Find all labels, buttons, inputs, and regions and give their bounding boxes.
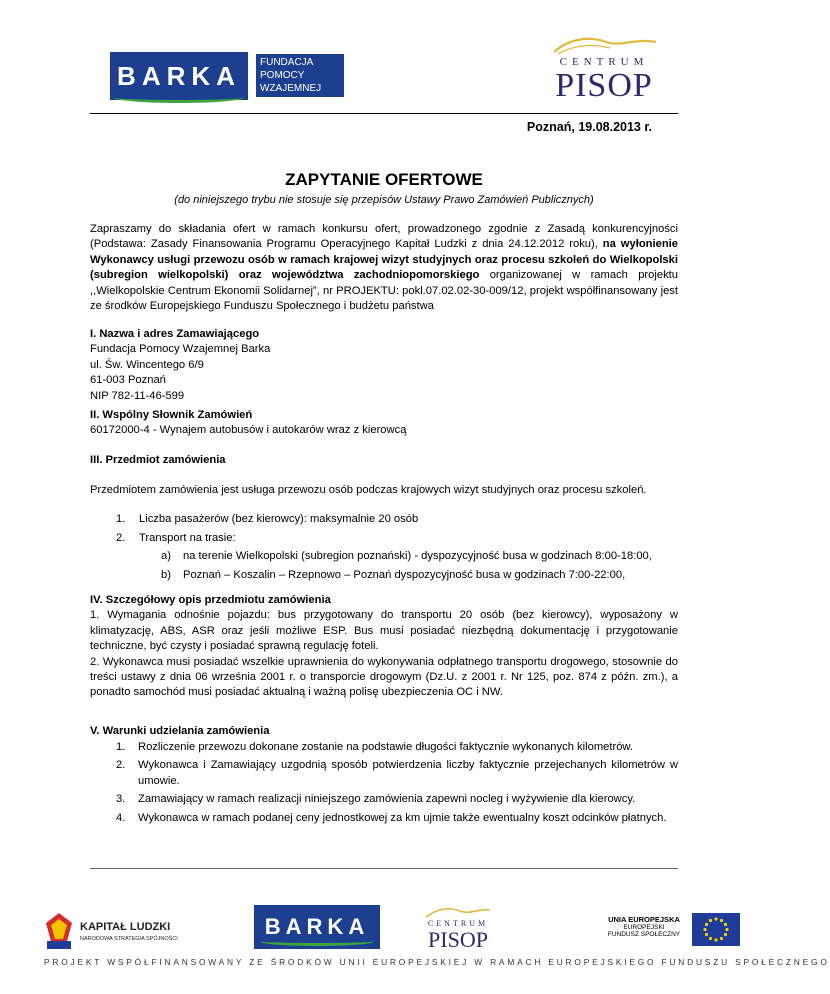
section-zamawiajacy	[90, 327, 678, 404]
opis-paragraph: 1. Wymagania odnośnie pojazdu: bus przygotowany do transportu 20 osób (bez kierowcy), wyposażony w klimatyzację, ABS, ASR oraz jeśli możliwe ESP. Bus musi posiadać niezbędną dokumentację i przygotowanie techniczne, być czysty i posiadać sprawną regulację foteli.	[90, 609, 678, 653]
barka-side-line: WZAJEMNEJ	[260, 83, 322, 94]
list-item	[116, 531, 676, 549]
section-heading: IV. Szczegółowy opis przedmiotu zamówienia	[90, 594, 331, 606]
list-item	[116, 512, 676, 531]
barka-side-line: POMOCY	[260, 70, 305, 81]
przedmiot-intro: Przedmiotem zamówienia jest usługa przewozu osób podczas krajowych wizyt studyjnych oraz procesu szkoleń.	[90, 484, 647, 496]
barka-logo-wordmark: BARKA	[110, 52, 248, 100]
section-heading: I. Nazwa i adres Zamawiającego	[90, 328, 260, 340]
header-divider	[90, 113, 678, 114]
eu-line3: FUNDUSZ SPOŁECZNY	[607, 931, 681, 938]
sub-list-item	[116, 549, 676, 568]
intro-bold-text: na wyłonienie Wykonawcy usługi przewozu osób w ramach krajowej wizyt studyjnych oraz procesu szkoleń do Wielkopolski (subregion wielkopolski) oraz województwa zachodniopomorskiego	[90, 238, 678, 282]
barka-side-line: FUNDACJA	[260, 57, 314, 68]
eu-text-logo	[600, 915, 688, 938]
list-item-text: Rozliczenie przewozu dokonane zostanie na podstawie długości faktycznie wykonanych kilometrów.	[138, 741, 634, 753]
warunki-list	[116, 740, 678, 826]
barka-logo-swoosh	[114, 92, 244, 103]
footer-pisop-name: PISOP	[428, 927, 488, 952]
list-item	[116, 740, 678, 755]
kapital-ludzki-title: KAPITAŁ LUDZKI	[80, 921, 171, 933]
list-item-text: Zamawiający w ramach realizacji niniejszego zamówienia zapewni nocleg i wyżywienie dla kierowcy.	[138, 793, 636, 806]
section-heading: III. Przedmiot zamówienia	[90, 454, 226, 466]
eu-line2: EUROPEJSKI	[623, 924, 665, 931]
list-item-number: 1.	[116, 513, 126, 525]
intro-paragraph	[90, 222, 678, 314]
cpv-line: 60172000-4 - Wynajem autobusów i autokarów wraz z kierowcą	[90, 424, 407, 437]
footer-logos	[40, 905, 740, 955]
kapital-ludzki-logo	[44, 911, 184, 951]
barka-logo-side-text	[256, 54, 344, 97]
footer-cofinancing-band: PROJEKT WSPÓŁFINANSOWANY ZE ŚRODKÓW UNII EUROPEJSKIEJ W RAMACH EUROPEJSKIEGO FUNDUSZU SPOŁECZNEGO	[44, 957, 830, 967]
list-item	[116, 758, 678, 789]
section-heading: II. Wspólny Słownik Zamówień	[90, 409, 253, 421]
list-item-number: 1.	[116, 741, 126, 753]
list-item-number: 2.	[116, 759, 126, 772]
intro-text: Zapraszamy do składania ofert w ramach konkursu ofert, prowadzonego zgodnie z Zasadą konkurencyjności (Podstawa: Zasady Finansowania Programu Operacyjnego Kapitał Ludzki z dnia 24.12.2012 roku),	[90, 223, 678, 251]
footer-pisop-top: CENTRUM	[427, 919, 489, 928]
przedmiot-list	[116, 512, 676, 586]
footer-barka-logo: BARKA	[254, 905, 380, 949]
section-warunki	[90, 724, 678, 739]
list-item-number: 2.	[116, 532, 126, 544]
sub-list-item-letter: a)	[161, 550, 171, 562]
address-line: 61-003 Poznań	[90, 374, 166, 387]
list-item	[116, 792, 678, 807]
list-item-number: 4.	[116, 811, 126, 824]
list-item-text: Wykonawca w ramach podanej ceny jednostkowej za km ujmie także ewentualny koszt odcinków płatnych.	[138, 811, 667, 824]
address-line: NIP 782-11-46-599	[90, 389, 185, 402]
list-item	[116, 811, 678, 826]
pisop-swoosh-icon	[550, 32, 660, 56]
pisop-logo-top: CENTRUM	[559, 56, 649, 68]
document-date: Poznań, 19.08.2013 r.	[526, 120, 652, 134]
eu-line1: UNIA EUROPEJSKA	[608, 915, 680, 924]
list-item-number: 3.	[116, 793, 126, 806]
page-subtitle: (do niniejszego trybu nie stosuje się przepisów Ustawy Prawo Zamówień Publicznych)	[174, 194, 594, 206]
list-item-text: Wykonawca i Zamawiający uzgodnią sposób potwierdzenia liczby faktycznie przejechanych kilometrów w umowie.	[138, 759, 678, 787]
footer-divider	[90, 868, 678, 869]
section-opis	[90, 593, 678, 701]
opis-paragraph: 2. Wykonawca musi posiadać wszelkie uprawnienia do wykonywania odpłatnego transportu drogowego, stosownie do treści ustawy z dnia 06 września 2001 r. o transporcie drogowym (Dz.U. z 2001 r. Nr 125, poz. 874 z późn. zm.), a ponadto samochód musi posiadać aktualną i ważną polisę ubezpieczenia OC i NW.	[90, 655, 678, 699]
barka-logo	[110, 46, 336, 111]
pisop-logo	[540, 32, 668, 110]
address-line: ul. Św. Wincentego 6/9	[90, 358, 204, 371]
list-item-text: Liczba pasażerów (bez kierowcy): maksymalnie 20 osób	[139, 513, 419, 525]
pisop-logo-name: PISOP	[555, 67, 653, 104]
kapital-ludzki-icon	[44, 911, 74, 951]
address-line: Fundacja Pomocy Wzajemnej Barka	[90, 343, 271, 356]
sub-list-item-text: Poznań – Koszalin – Rzepnowo – Poznań dyspozycyjność busa w godzinach 7:00-22:00,	[183, 569, 626, 581]
intro-text-continued: organizowanej w ramach projektu ,,Wielkopolskie Centrum Ekonomii Solidarnej”, nr PROJEKTU: pokl.07.02.02-30-009/12, projekt współfinansowany jest ze środków Europejskiego Funduszu Społecznego i budżetu państwa	[90, 269, 679, 313]
page-title: ZAPYTANIE OFERTOWE	[285, 170, 483, 189]
sub-list-item	[116, 568, 676, 586]
section-przedmiot	[90, 453, 678, 468]
eu-flag-icon	[692, 913, 740, 946]
sub-list-item-text: na terenie Wielkopolski (subregion poznański) - dyspozycyjność busa w godzinach 8:00-18:00,	[183, 550, 652, 562]
footer-barka-swoosh	[260, 937, 374, 946]
list-item-text: Transport na trasie:	[139, 532, 236, 544]
section-heading: V. Warunki udzielania zamówienia	[90, 725, 270, 737]
kapital-ludzki-subtitle: NARODOWA STRATEGIA SPÓJNOŚCI	[80, 936, 178, 942]
footer-pisop-swoosh-icon	[424, 905, 492, 919]
sub-list-item-letter: b)	[161, 569, 171, 581]
section-cpv	[90, 408, 678, 439]
